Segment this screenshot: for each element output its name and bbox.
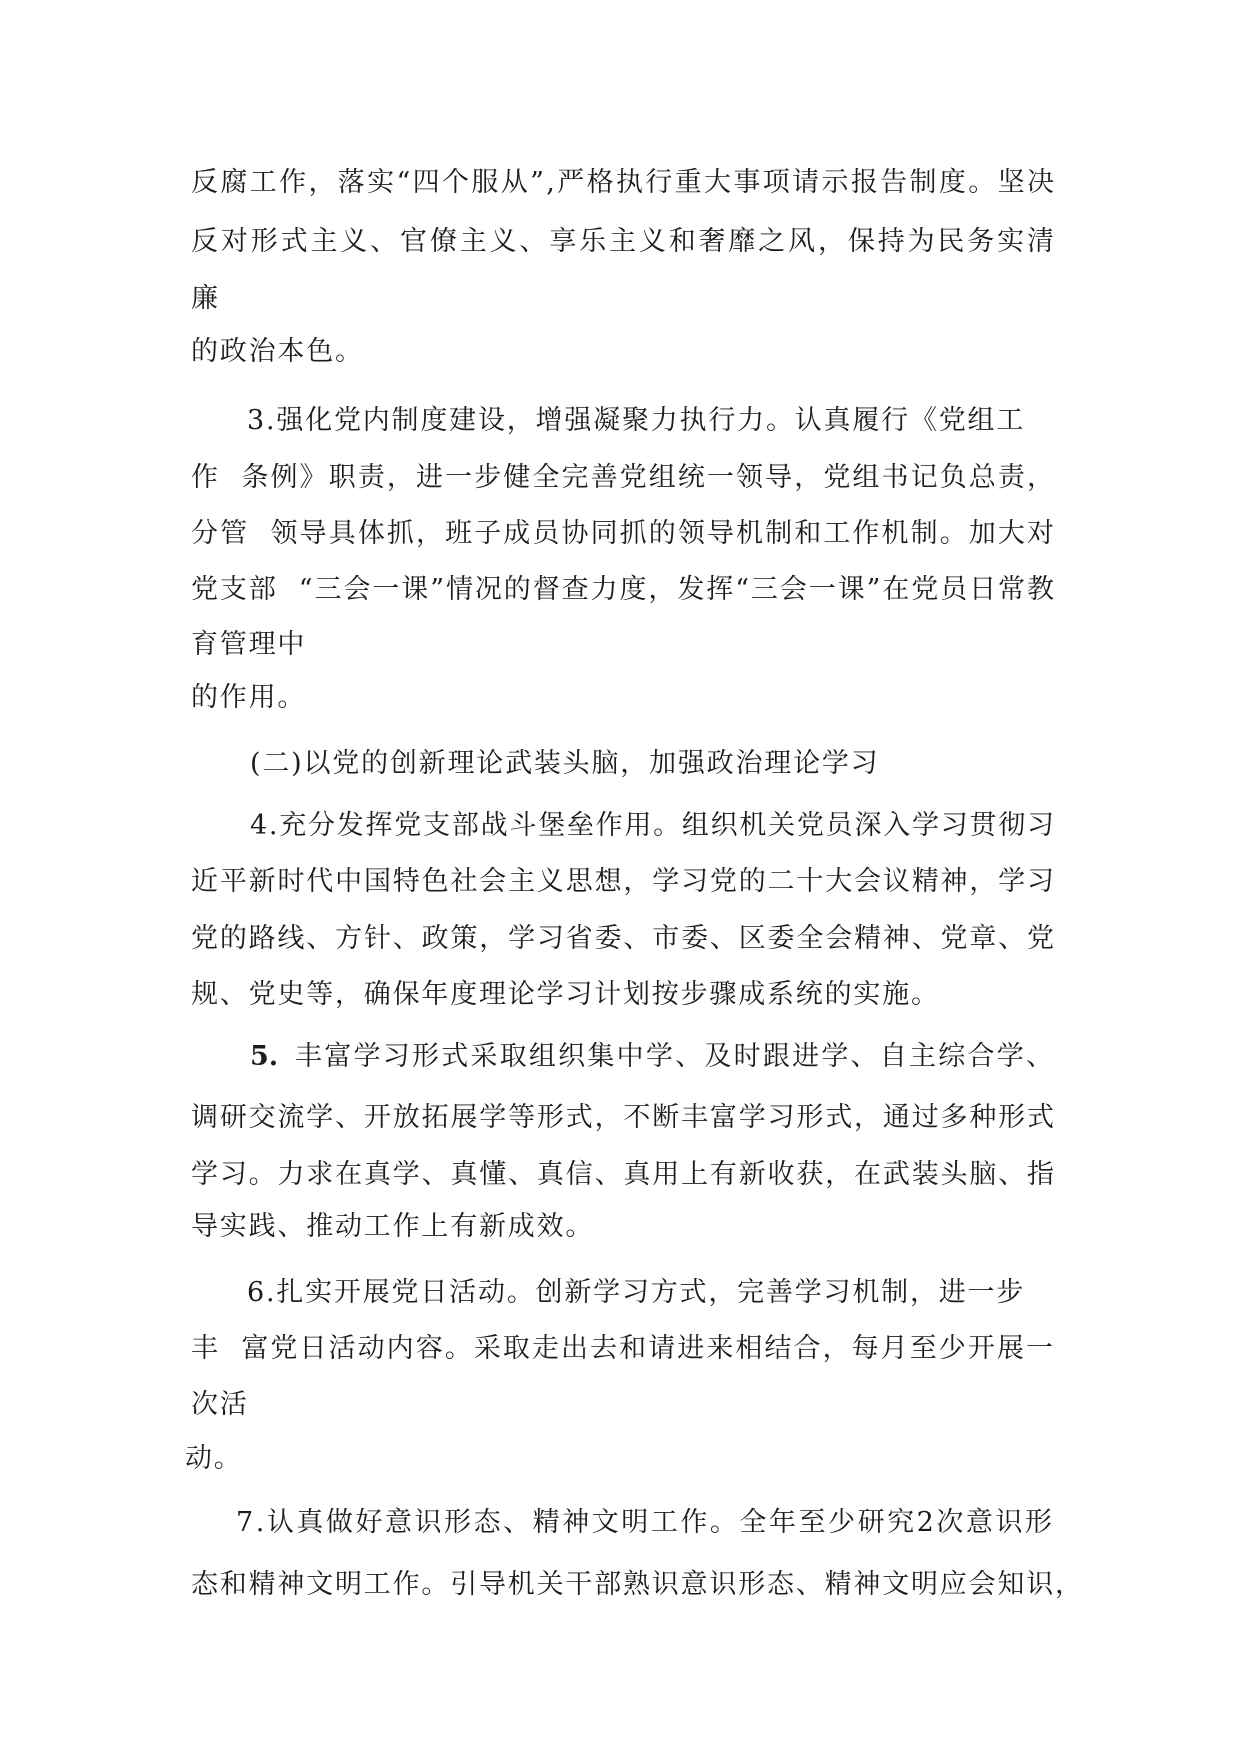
text-line: 育管理中 (191, 629, 307, 660)
text-line: 近平新时代中国特色社会主义思想，学习党的二十大会议精神，学习 (191, 866, 1056, 897)
text-line: 廉 (191, 283, 220, 314)
text-line: 反对形式主义、官僚主义、享乐主义和奢靡之风，保持为民务实清 (191, 226, 1057, 257)
text-line: 3.强化党内制度建设，增强凝聚力执行力。认真履行《党组工 (247, 405, 1026, 436)
text-line: 分管 领导具体抓，班子成员协同抓的领导机制和工作机制。加大对 (191, 518, 1057, 549)
text-line: 调研交流学、开放拓展学等形式，不断丰富学习形式，通过多种形式 (191, 1102, 1056, 1133)
text-line: 作 条例》职责，进一步健全完善党组统一领导，党组书记负总责， (191, 462, 1057, 493)
text-line: 的作用。 (191, 682, 307, 713)
text-line: 动。 (185, 1443, 243, 1474)
text-line: 6.扎实开展党日活动。创新学习方式，完善学习机制，进一步 (247, 1277, 1026, 1308)
text-line: 反腐工作，落实“四个服从”,严格执行重大事项请示报告制度。坚决 (191, 167, 1057, 198)
text-line: 学习。力求在真学、真懂、真信、真用上有新收获，在武装头脑、指 (191, 1159, 1056, 1190)
text-line: 党的路线、方针、政策，学习省委、市委、区委全会精神、党章、党 (191, 923, 1056, 954)
text-line: 党支部 “三会一课”情况的督查力度，发挥“三会一课”在党员日常教 (191, 574, 1056, 605)
text-line: 次活 (191, 1389, 249, 1420)
text-line: 丰富学习形式采取组织集中学、及时跟进学、自主综合学、 (295, 1041, 1056, 1072)
text-line: 规、党史等，确保年度理论学习计划按步骤成系统的实施。 (191, 979, 940, 1010)
section-heading: (二)以党的创新理论武装头脑，加强政治理论学习 (250, 748, 880, 779)
text-line: 丰 富党日活动内容。采取走出去和请进来相结合，每月至少开展一 (191, 1333, 1056, 1364)
text-line: 7.认真做好意识形态、精神文明工作。全年至少研究2次意识形 (236, 1507, 1055, 1538)
text-line: 导实践、推动工作上有新成效。 (191, 1211, 595, 1242)
text-line: 态和精神文明工作。引导机关干部熟识意识形态、精神文明应会知识， (191, 1569, 1084, 1600)
text-line: 的政治本色。 (191, 336, 364, 367)
list-number: 5. (250, 1041, 279, 1072)
text-line: 4.充分发挥党支部战斗堡垒作用。组织机关党员深入学习贯彻习 (250, 810, 1056, 841)
